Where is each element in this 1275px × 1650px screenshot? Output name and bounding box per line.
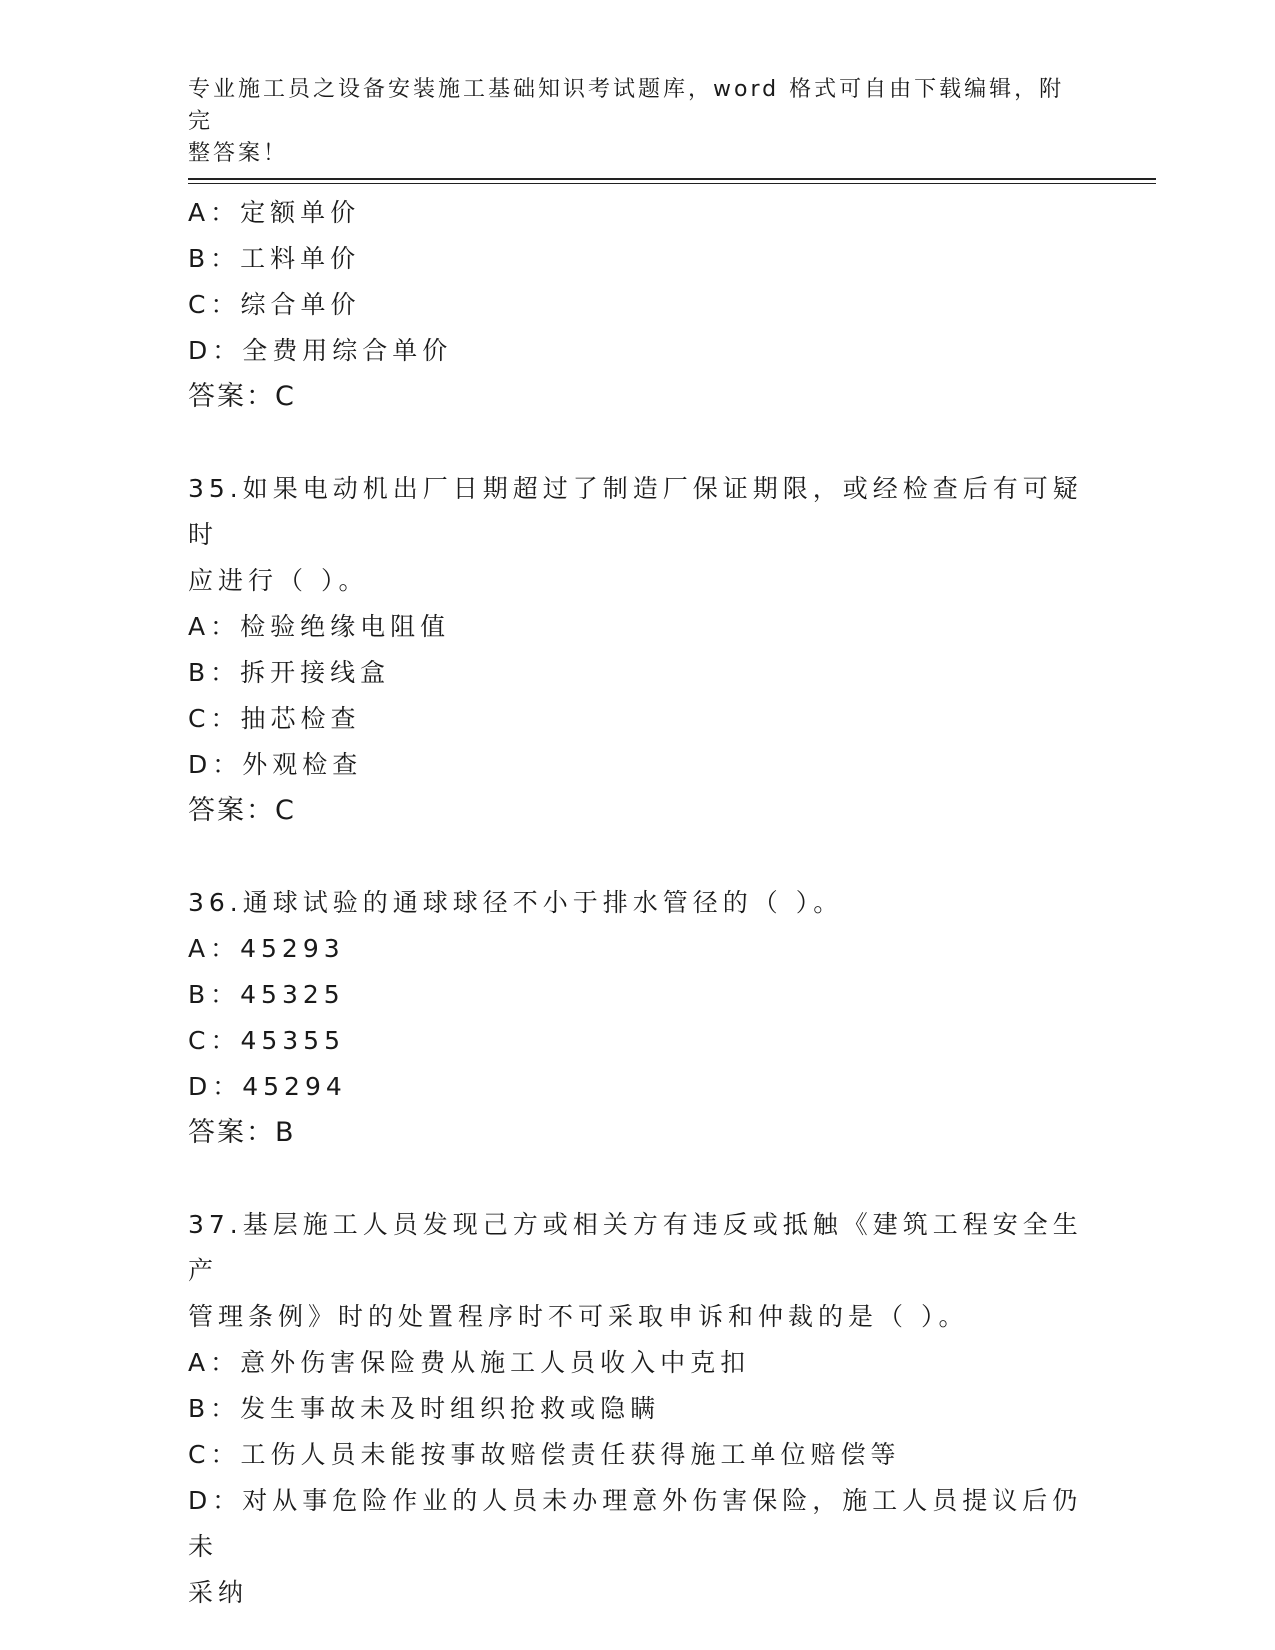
question-36 <box>188 880 1088 1156</box>
header-divider-thick <box>188 178 1156 180</box>
option-a: A：定额单价 <box>188 198 361 227</box>
option-a: A：意外伤害保险费从施工人员收入中克扣 <box>188 1348 751 1377</box>
option-b: B：工料单价 <box>188 244 361 273</box>
spacer <box>188 420 1088 466</box>
question-stem-line-1: 37.基层施工人员发现己方或相关方有违反或抵触《建筑工程安全生产 <box>188 1210 1083 1285</box>
option-b: B：拆开接线盒 <box>188 658 391 687</box>
answer: 答案：C <box>188 381 296 412</box>
spacer <box>188 834 1088 880</box>
option-c: C：综合单价 <box>188 290 361 319</box>
option-d-line-2: 采纳 <box>188 1578 249 1607</box>
option-a: A：45293 <box>188 934 345 963</box>
option-c: C：45355 <box>188 1026 345 1055</box>
option-b: B：发生事故未及时组织抢救或隐瞒 <box>188 1394 661 1423</box>
option-d-line-1: D：对从事危险作业的人员未办理意外伤害保险，施工人员提议后仍未 <box>188 1486 1083 1561</box>
option-d: D：外观检查 <box>188 750 363 779</box>
option-c: C：抽芯检查 <box>188 704 361 733</box>
question-stem-line-2: 应进行（ ）。 <box>188 566 369 595</box>
option-d: D：45294 <box>188 1072 347 1101</box>
header-line-1: 专业施工员之设备安装施工基础知识考试题库，word 格式可自由下载编辑，附完 <box>188 77 1065 134</box>
question-list <box>188 190 1088 1616</box>
document-header <box>188 74 1068 170</box>
option-c: C：工伤人员未能按事故赔偿责任获得施工单位赔偿等 <box>188 1440 901 1469</box>
question-34 <box>188 190 1088 420</box>
question-37 <box>188 1202 1088 1616</box>
header-line-2: 整答案！ <box>188 141 289 166</box>
option-b: B：45325 <box>188 980 345 1009</box>
header-divider-thin <box>188 183 1156 184</box>
question-stem-line-2: 管理条例》时的处置程序时不可采取申诉和仲裁的是（ ）。 <box>188 1302 969 1331</box>
option-a: A：检验绝缘电阻值 <box>188 612 451 641</box>
answer: 答案：B <box>188 1117 296 1148</box>
spacer <box>188 1156 1088 1202</box>
option-d: D：全费用综合单价 <box>188 336 453 365</box>
question-stem-line-1: 36.通球试验的通球球径不小于排水管径的（ ）。 <box>188 888 844 917</box>
answer: 答案：C <box>188 795 296 826</box>
question-stem-line-1: 35.如果电动机出厂日期超过了制造厂保证期限，或经检查后有可疑时 <box>188 474 1083 549</box>
question-35 <box>188 466 1088 834</box>
